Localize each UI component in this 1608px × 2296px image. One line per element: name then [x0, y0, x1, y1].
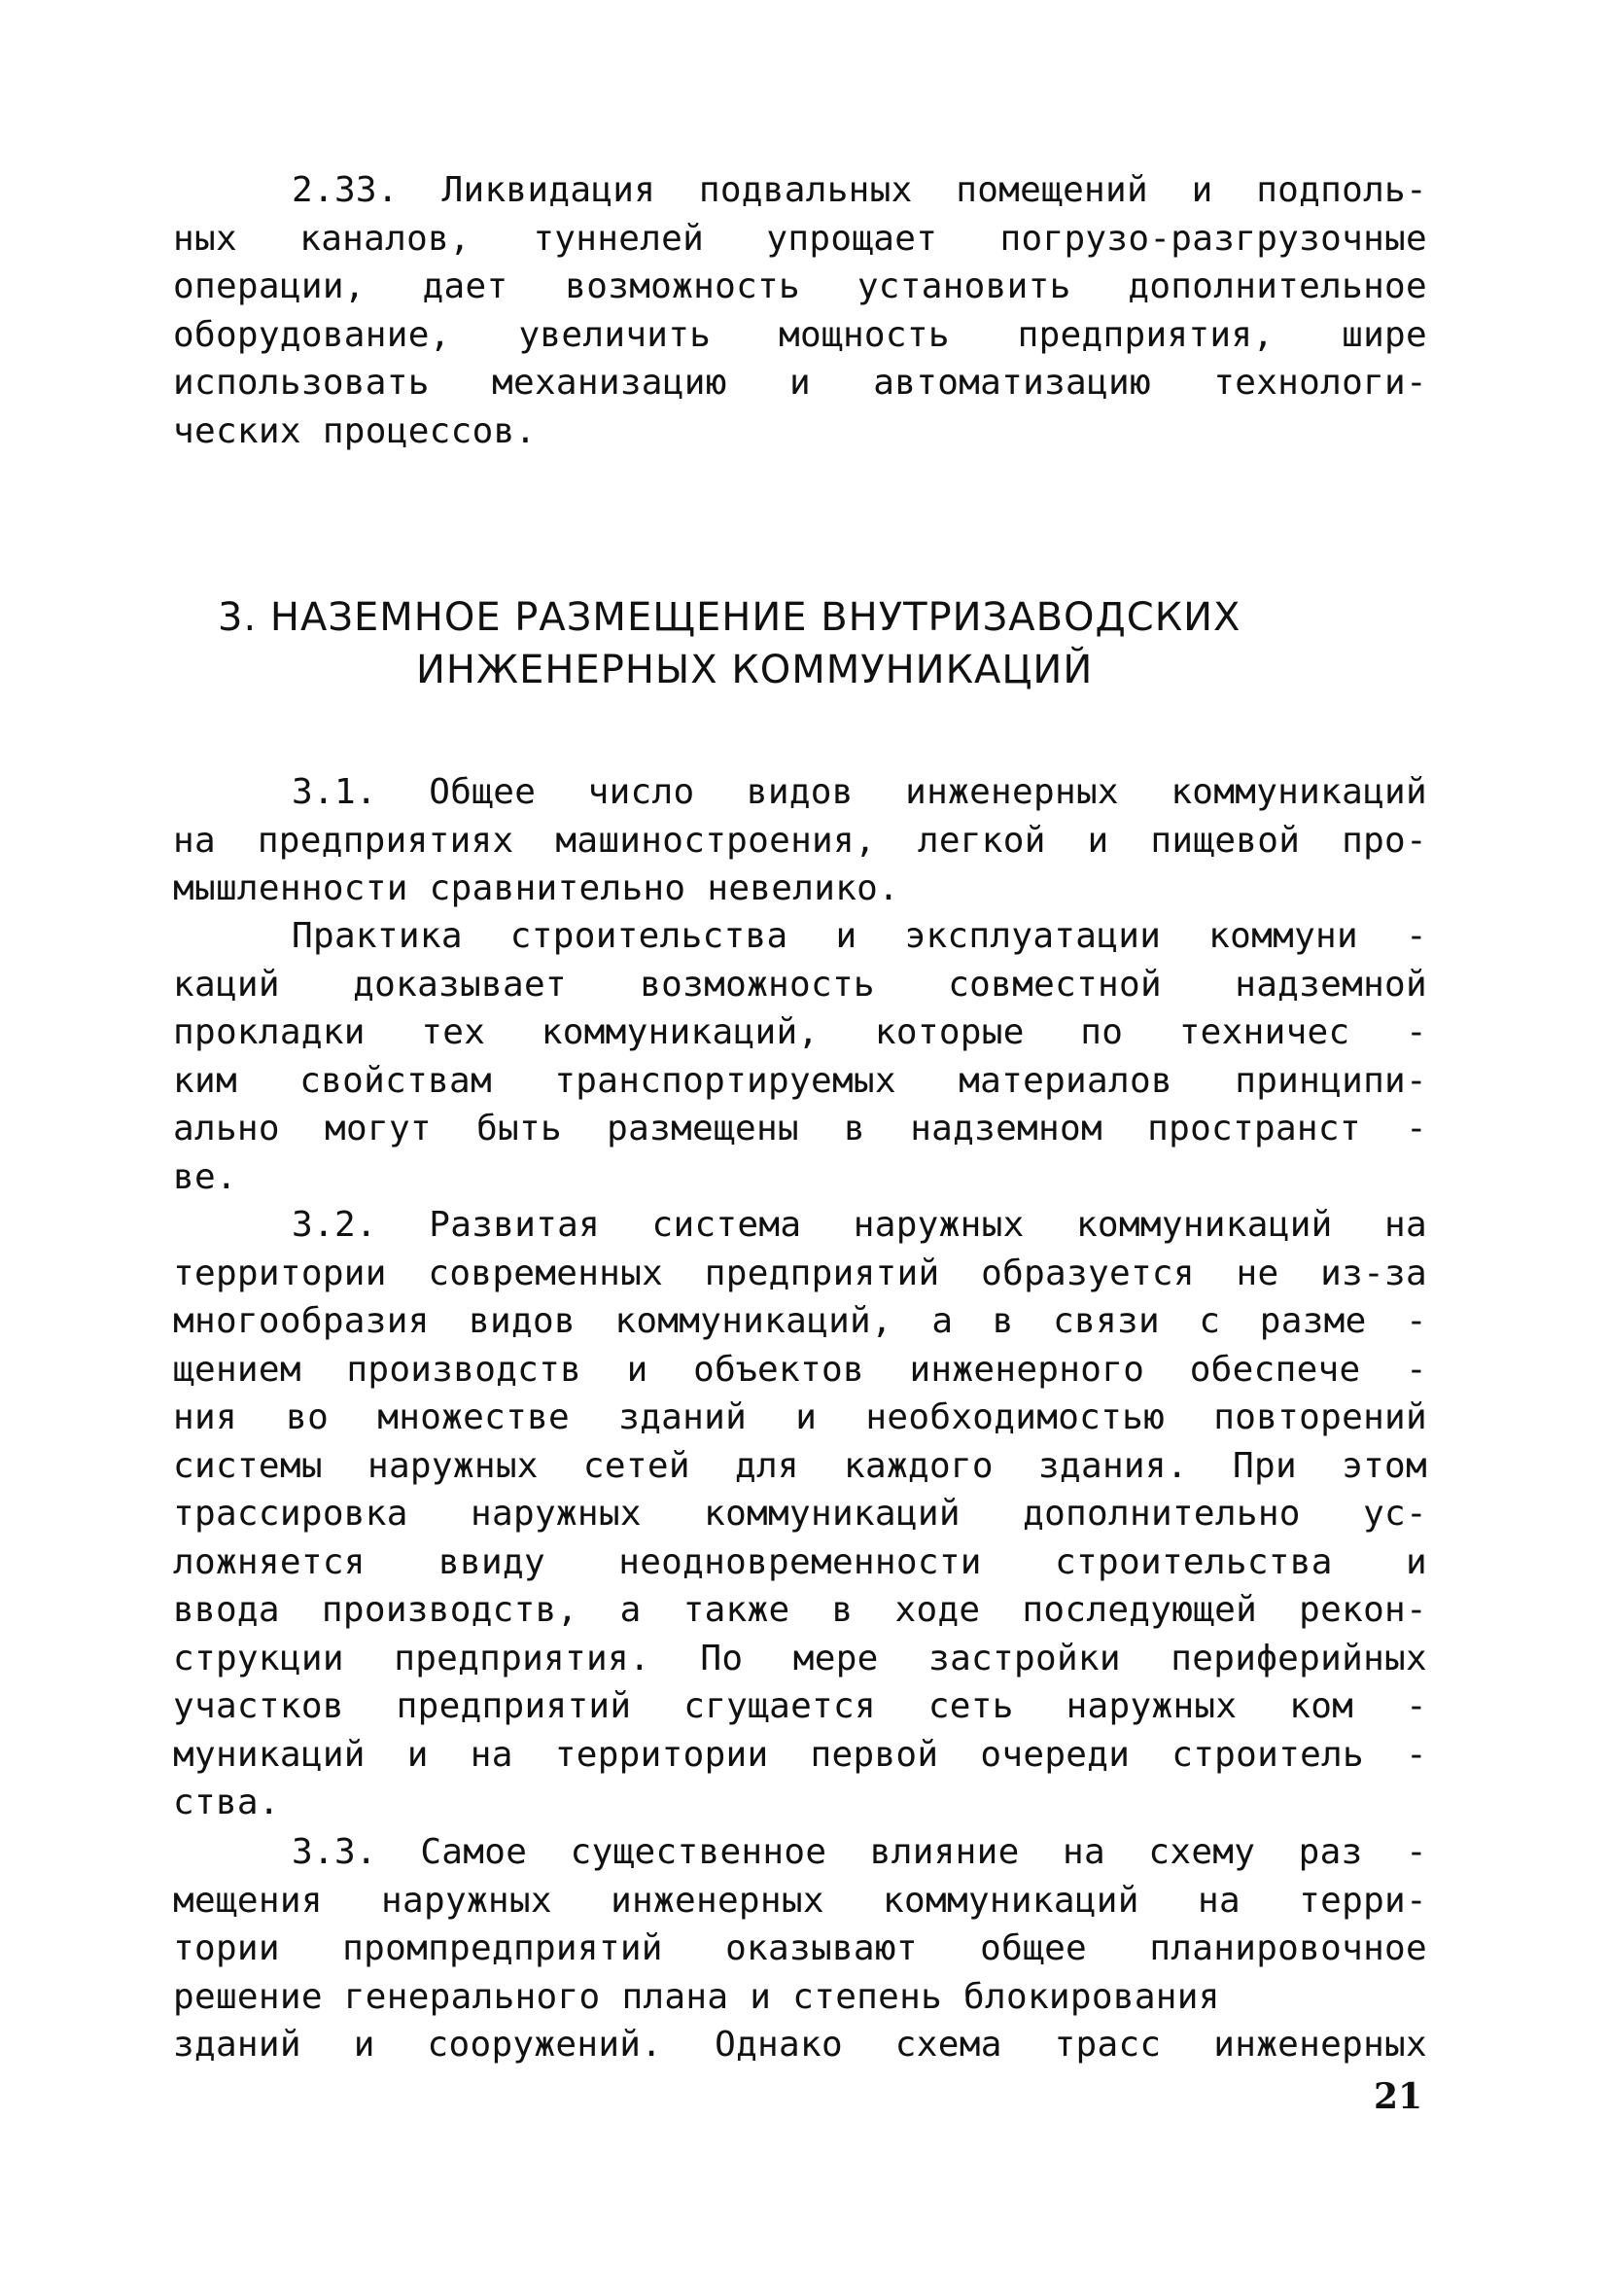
text-line: ально могут быть размещены в надземном пространст - [173, 1109, 1427, 1148]
text-line: прокладки тех коммуникаций, которые по техничес - [173, 1012, 1427, 1052]
text-line: каций доказывает возможность совместной надземной [173, 964, 1427, 1005]
section-heading [173, 591, 1427, 696]
text-line: мещения наружных инженерных коммуникаций на терри- [173, 1880, 1427, 1921]
text-line: ческих процессов. [173, 410, 537, 451]
text-line: оборудование, увеличить мощность предприятия, шире [173, 314, 1427, 355]
section-heading-line: ИНЖЕНЕРНЫХ КОММУНИКАЦИЙ [416, 648, 1094, 692]
text-line: 3.3. Самое существенное влияние на схему раз - [292, 1832, 1427, 1872]
text-line: ния во множестве зданий и необходимостью повторений [173, 1397, 1427, 1437]
text-line: трассировка наружных коммуникаций дополнительно ус- [173, 1494, 1427, 1534]
text-line: решение генерального плана и степень блокирования [173, 1976, 1220, 2017]
paragraph-3-3 [173, 1828, 1427, 2069]
text-line: использовать механизацию и автоматизацию технологи- [173, 363, 1427, 403]
text-line: операции, дает возможность установить дополнительное [173, 266, 1427, 306]
text-line: 3.2. Развитая система наружных коммуникаций на [292, 1205, 1427, 1245]
section-heading-line: 3. НАЗЕМНОЕ РАЗМЕЩЕНИЕ ВНУТРИЗАВОДСКИХ [218, 595, 1241, 640]
text-line: щением производств и объектов инженерного обеспече - [173, 1349, 1427, 1390]
text-line: системы наружных сетей для каждого здания. При этом [173, 1445, 1427, 1486]
text-line: ве. [173, 1156, 237, 1197]
text-line: участков предприятий сгущается сеть наружных ком - [173, 1686, 1427, 1726]
paragraph-3-1 [173, 768, 1427, 913]
text-line: тории промпредприятий оказывают общее планировочное [173, 1928, 1427, 1968]
text-line: многообразия видов коммуникаций, а в связи с разме - [173, 1301, 1427, 1341]
paragraph-3-2 [173, 1201, 1427, 1827]
paragraph-3-1-practice [173, 912, 1427, 1201]
text-line: муникаций и на территории первой очереди строитель - [173, 1734, 1427, 1775]
text-line: ложняется ввиду неодновременности строительства и [173, 1541, 1427, 1582]
text-line: на предприятиях машиностроения, легкой и пищевой про- [173, 820, 1427, 861]
text-line: Практика строительства и эксплуатации коммуни - [292, 916, 1427, 956]
text-line: струкции предприятия. По мере застройки периферийных [173, 1638, 1427, 1678]
text-line: зданий и сооружений. Однако схема трасс инженерных [173, 2025, 1427, 2065]
text-line: ных каналов, туннелей упрощает погрузо-разгрузочные [173, 218, 1427, 259]
page-number: 21 [1374, 2076, 1423, 2117]
text-line: ства. [173, 1783, 280, 1822]
text-line: 2.33. Ликвидация подвальных помещений и подполь- [292, 170, 1427, 210]
text-line: территории современных предприятий образуется не из-за [173, 1253, 1427, 1293]
text-line: ввода производств, а также в ходе последующей рекон- [173, 1590, 1427, 1630]
text-line: ким свойствам транспортируемых материалов принципи- [173, 1060, 1427, 1101]
text-line: 3.1. Общее число видов инженерных коммуникаций [292, 772, 1427, 812]
text-line: мышленности сравнительно невелико. [173, 868, 900, 908]
paragraph-2-33 [173, 166, 1427, 455]
